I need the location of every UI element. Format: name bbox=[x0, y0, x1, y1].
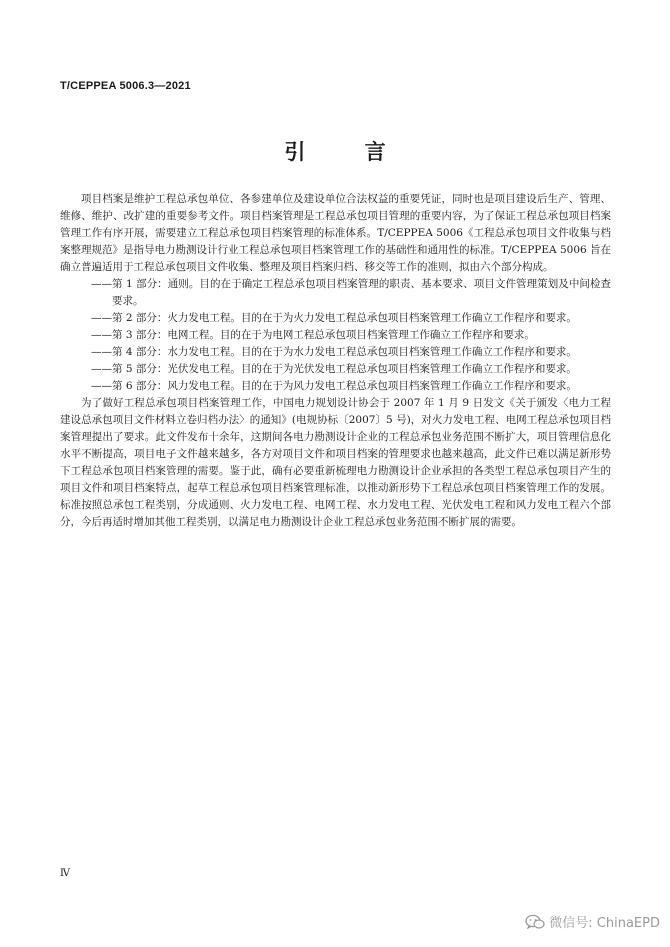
watermark bbox=[525, 912, 660, 931]
page-title: 引 言 bbox=[284, 140, 412, 164]
parts-list bbox=[60, 276, 611, 395]
list-item: ——第 3 部分：电网工程。目的在于为电网工程总承包项目档案管理工作确立工作程序和要求。 bbox=[91, 329, 535, 341]
background-paragraph: 为了做好工程总承包项目档案管理工作，中国电力规划设计协会于 2007 年 1 月 9 日发文《关于颁发〈电力工程建设总承包项目文件材料立卷归档办法〉的通知》(电规协标〔2007〕5 号)，对火力发电工程、电网工程总承包项目档案管理提出了要求。此文件发布十余年，这期间各电力勘测设计企业的工程总承包业务范围不断扩大，项目管理信息化水平不断提高，项目电子文件越来越多，各方对项目文件和项目档案的管理要求也越来越高，此文件已难以满足新形势下工程总承包项目档案管理的需要。鉴于此，确有必要重新梳理电力勘测设计企业承担的各类型工程总承包项目产生的项目文件和项目档案特点，起草工程总承包项目档案管理标准，以推动新形势下工程总承包项目档案管理工作的发展。标准按照总承包工程类别，分成通则、火力发电工程、电网工程、水力发电工程、光伏发电工程和风力发电工程六个部分，今后再适时增加其他工程类别，以满足电力勘测设计企业工程总承包业务范围不断扩展的需要。 bbox=[60, 397, 611, 528]
watermark-text: 微信号: ChinaEPD bbox=[549, 916, 660, 931]
intro-paragraph: 项目档案是维护工程总承包单位、各参建单位及建设单位合法权益的重要凭证，同时也是项目建设后生产、管理、维修、维护、改扩建的重要参考文件。项目档案管理是工程总承包项目管理的重要内容，为了保证工程总承包项目档案管理工作有序开展，需要建立工程总承包项目档案管理的标准体系。T/CEPPEA 5006《工程总承包项目文件收集与档案整理规范》是指导电力勘测设计行业工程总承包项目档案管理工作的基础性和通用性的标准。T/CEPPEA 5006 旨在确立普遍适用于工程总承包项目文件收集、整理及项目档案归档、移交等工作的准则，拟由六个部分构成。 bbox=[60, 193, 612, 273]
document-body bbox=[60, 191, 611, 531]
wechat-icon bbox=[525, 914, 545, 930]
page-number: Ⅳ bbox=[60, 868, 70, 879]
standard-id: T/CEPPEA 5006.3—2021 bbox=[60, 80, 191, 92]
list-item: ——第 6 部分：风力发电工程。目的在于为风力发电工程总承包项目档案管理工作确立工作程序和要求。 bbox=[91, 380, 577, 392]
list-item: ——第 2 部分：火力发电工程。目的在于为火力发电工程总承包项目档案管理工作确立工作程序和要求。 bbox=[91, 312, 577, 324]
list-item: ——第 1 部分：通则。目的在于确定工程总承包项目档案管理的职责、基本要求、项目文件管理策划及中间检查要求。 bbox=[91, 278, 611, 307]
list-item: ——第 5 部分：光伏发电工程。目的在于为光伏发电工程总承包项目档案管理工作确立工作程序和要求。 bbox=[91, 363, 577, 375]
list-item: ——第 4 部分：水力发电工程。目的在于为水力发电工程总承包项目档案管理工作确立工作程序和要求。 bbox=[91, 346, 577, 358]
